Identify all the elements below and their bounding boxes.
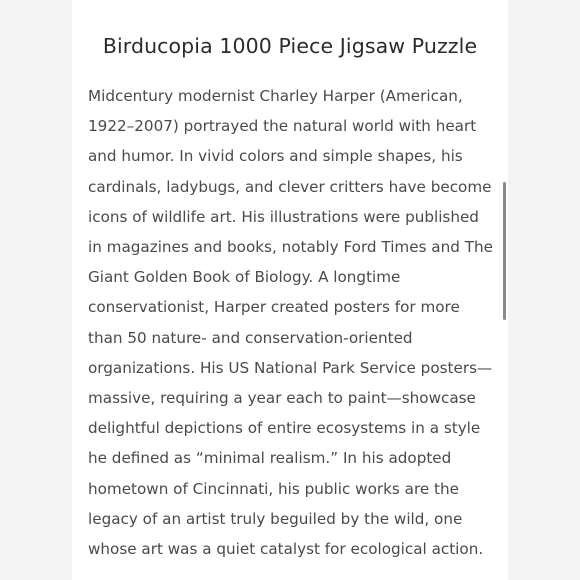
description-line: legacy of an artist truly beguiled by the wild, one [88, 509, 463, 528]
description-line: whose art was a quiet catalyst for ecological action. [88, 540, 484, 559]
description-line: and humor. In vivid colors and simple shapes, his [88, 147, 463, 166]
description-line: Giant Golden Book of Biology. A longtime [88, 268, 401, 287]
description-line: he defined as “minimal realism.” In his adopted [88, 449, 452, 468]
description-line: Midcentury modernist Charley Harper (American, [88, 87, 463, 105]
description-line: cardinals, ladybugs, and clever critters have become [88, 177, 492, 196]
description-line: conservationist, Harper created posters for more [88, 298, 460, 317]
description-line: massive, requiring a year each to paint—showcase [88, 389, 476, 408]
description-line: 1922–2007) portrayed the natural world with heart [88, 117, 477, 136]
description-line: delightful depictions of entire ecosystems in a style [88, 419, 481, 438]
vertical-scrollbar[interactable] [503, 182, 506, 320]
description-line: icons of wildlife art. His illustrations were published [88, 207, 479, 226]
description-line: than 50 nature- and conservation-oriented [88, 328, 413, 347]
description-line: organizations. His US National Park Service posters— [88, 358, 493, 377]
description-line: hometown of Cincinnati, his public works are the [88, 479, 459, 498]
product-description [88, 81, 500, 564]
product-title: Birducopia 1000 Piece Jigsaw Puzzle [102, 34, 478, 58]
description-line: in magazines and books, notably Ford Times and The [88, 238, 493, 257]
